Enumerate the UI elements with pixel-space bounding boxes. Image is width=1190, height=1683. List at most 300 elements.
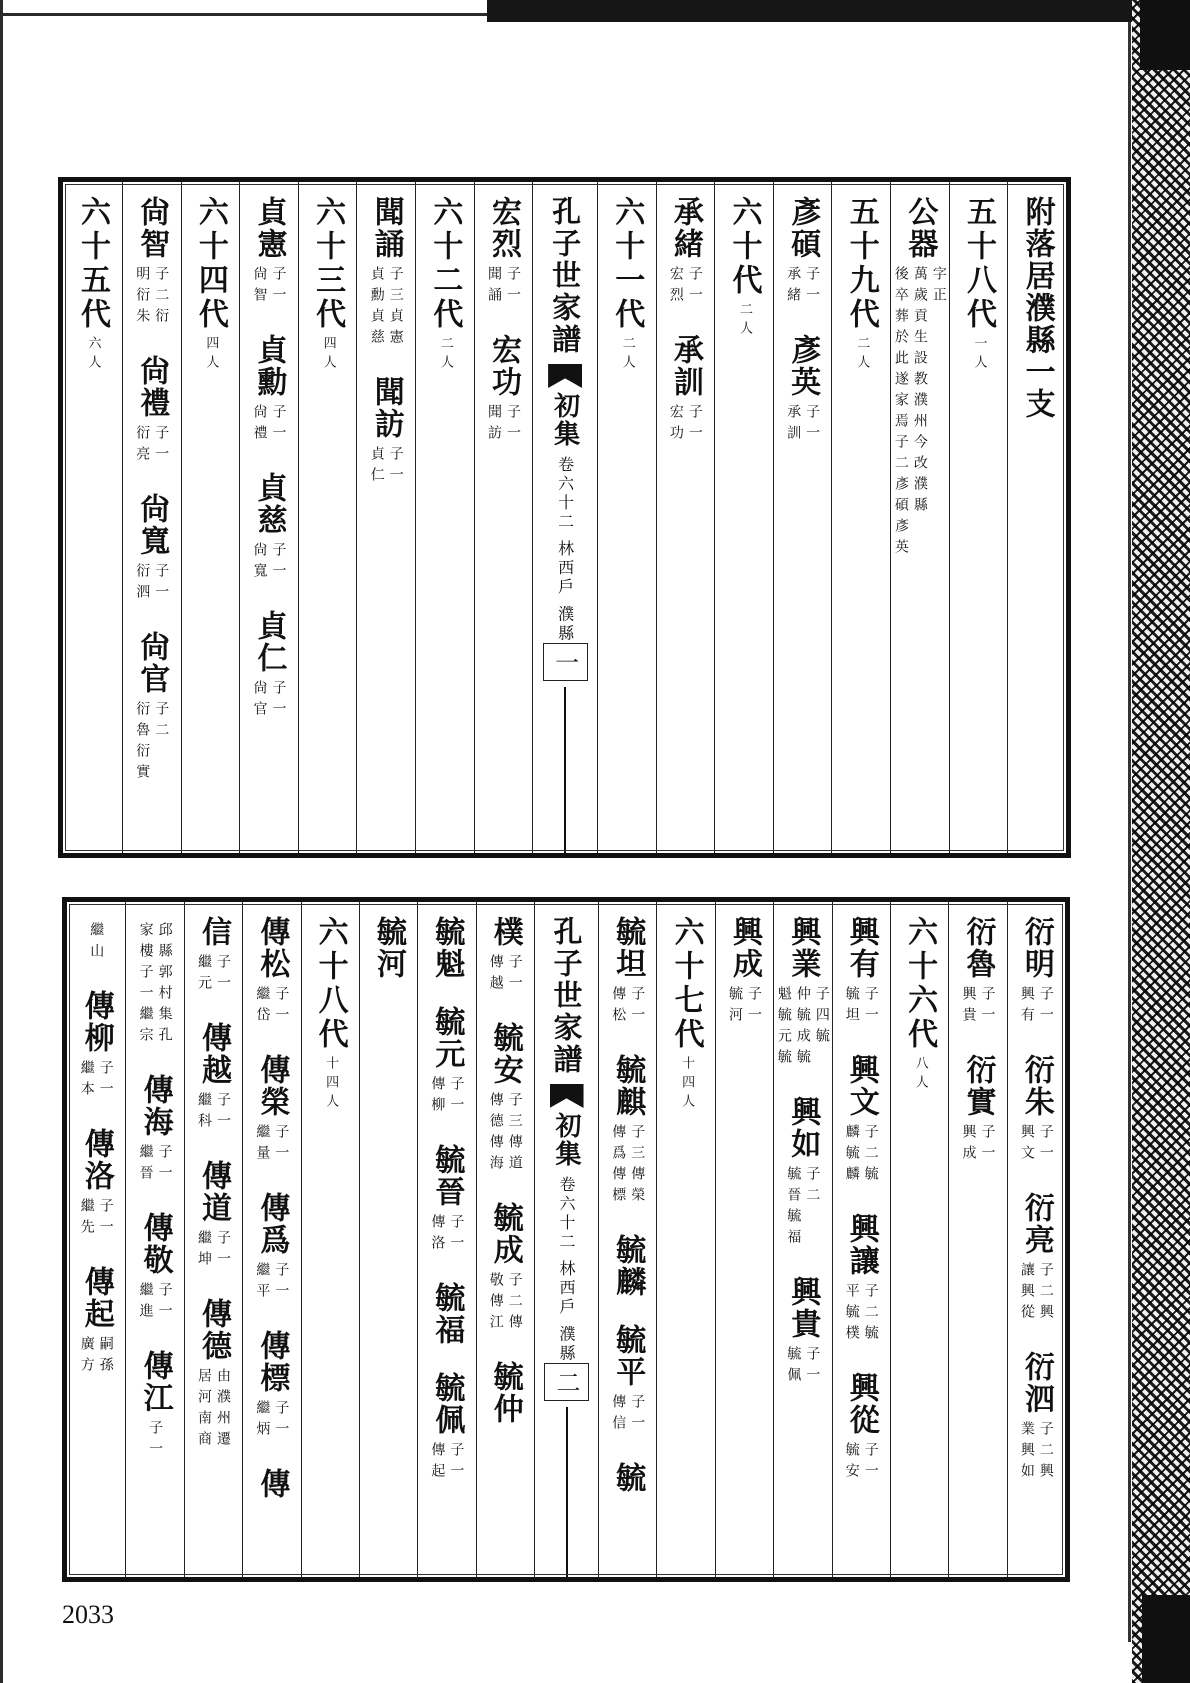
annotation-line: 傳爲傳標 (610, 1124, 627, 1208)
entry-annotation (785, 1346, 820, 1388)
annotation-line: 業興如 (1018, 1421, 1035, 1484)
entry-annotation (610, 1124, 645, 1208)
generation-label: 六十六代 (902, 916, 938, 1052)
generation-label: 六十三代 (310, 196, 346, 332)
annotation-line: 子一 (448, 1442, 465, 1484)
column-center (532, 182, 597, 853)
annotation-line: 明衍朱 (134, 266, 151, 329)
column-entries (1007, 902, 1065, 1577)
entry-annotation (610, 986, 645, 1028)
annotation-line: 毓河 (727, 986, 744, 1028)
entry-annotation (134, 266, 169, 329)
annotation-line: 子一 (97, 1198, 114, 1240)
person-name: 貞勳 (251, 334, 287, 398)
entry-annotation (960, 1124, 995, 1166)
annotation-line: 子一 (979, 986, 996, 1028)
person-name: 興從 (843, 1372, 879, 1436)
annotation-line: 繼晉 (137, 1144, 154, 1186)
genealogy-entry (430, 1282, 463, 1346)
annotation-line: 貞勳貞慈 (368, 266, 385, 350)
entry-annotation (254, 986, 289, 1028)
person-name: 傳越 (195, 1022, 231, 1086)
person-name: 毓平 (610, 1324, 646, 1388)
column-stack (194, 182, 227, 853)
generation-label: 六十八代 (312, 916, 348, 1052)
annotation-line: 貞仁 (368, 446, 385, 488)
annotation-line: 平毓樸 (843, 1283, 860, 1346)
column-stack (1021, 182, 1054, 853)
person-name: 尙官 (134, 631, 170, 695)
genealogy-entry (138, 1074, 173, 1186)
genealogy-entry (254, 916, 289, 1028)
person-name: 貞仁 (251, 610, 287, 674)
entry-annotation (488, 1272, 523, 1335)
entry-annotation (429, 1442, 464, 1484)
entry-annotation (429, 1214, 464, 1256)
entry-annotation (1019, 1124, 1054, 1166)
annotation-line: 子一 (686, 266, 703, 308)
person-name: 衍明 (1018, 916, 1054, 980)
genealogy-entry (1019, 916, 1054, 1028)
genealogy-entry (196, 1022, 231, 1134)
person-name: 傳標 (254, 1330, 290, 1394)
annotation-line: 繼元 (195, 954, 212, 996)
annotation-line: 繼山 (88, 922, 105, 964)
person-name: 衍魯 (960, 916, 996, 980)
column-entries (832, 902, 890, 1577)
generation-count: 十四人 (679, 1056, 695, 1113)
generation-count: 十四人 (323, 1056, 339, 1113)
person-name: 興貴 (785, 1276, 821, 1340)
upper-genealogy-panel (58, 177, 1071, 858)
genealogy-entry (610, 1324, 645, 1436)
person-name: 宏烈 (486, 196, 522, 260)
annotation-line: 居河南商 (195, 1368, 212, 1452)
entry-annotation (369, 266, 404, 350)
column-entries (474, 182, 533, 853)
entry-annotation (1019, 986, 1054, 1028)
annotation-line: 家樓子一繼宗 (137, 922, 154, 1048)
genealogy-entry (134, 355, 169, 467)
entry-annotation (844, 1124, 879, 1187)
entry-annotation (196, 1092, 231, 1134)
leaf-number: 一 (550, 650, 579, 675)
person-name: 傳江 (137, 1350, 173, 1414)
person-name: 傳德 (195, 1298, 231, 1362)
annotation-line: 繼本 (78, 1060, 95, 1102)
person-name: 宏功 (486, 334, 522, 398)
annotation-line: 子三傳榮 (629, 1124, 646, 1208)
column-entries (67, 902, 125, 1577)
entry-annotation (88, 922, 104, 964)
annotation-line: 子一 (505, 266, 522, 308)
annotation-line: 子一 (1037, 1124, 1054, 1166)
column-stack (670, 902, 703, 1577)
annotation-line: 子一 (156, 1282, 173, 1324)
volume-label: 卷六十二 林西戶 濮縣 (557, 1176, 577, 1364)
column-stack (845, 182, 878, 853)
entry-annotation (1019, 1421, 1054, 1484)
person-name: 聞訪 (368, 376, 404, 440)
column-stack (668, 182, 703, 853)
entry-annotation (254, 1262, 289, 1304)
genealogy-entry (776, 916, 830, 1070)
annotation-line: 子一 (214, 1230, 231, 1272)
genealogy-entry (251, 196, 286, 308)
annotation-line: 子三傳道 (506, 1092, 523, 1176)
entry-annotation (668, 404, 703, 446)
annotation-line: 子一 (273, 1400, 290, 1442)
annotation-line: 嗣孫 (97, 1336, 114, 1378)
annotation-line: 興有 (1018, 986, 1035, 1028)
annotation-line: 傳松 (610, 986, 627, 1028)
column-stack (962, 182, 995, 853)
annotation-line: 傳起 (429, 1442, 446, 1484)
column-stack (488, 902, 523, 1577)
entry-annotation (196, 954, 231, 996)
column-generation (949, 182, 1008, 853)
person-name: 公器 (902, 196, 938, 260)
genealogy-entry (960, 916, 995, 1028)
annotation-line: 子一 (273, 1124, 290, 1166)
annotation-line: 子一 (97, 1060, 114, 1102)
entry-annotation (486, 404, 521, 446)
entry-annotation (79, 1336, 114, 1378)
column-stack (486, 182, 521, 853)
volume-label: 卷六十二 林西戶 濮縣 (555, 456, 575, 644)
column-stack (727, 182, 760, 853)
column-entries (417, 902, 475, 1577)
page-number: 2033 (62, 1600, 114, 1629)
genealogy-entry (611, 1462, 644, 1494)
section-heading: 附落居濮縣一支 (1019, 196, 1055, 420)
column-generation (298, 182, 357, 853)
collection-label: 初集 (551, 1112, 582, 1168)
generation-label: 五十八代 (961, 196, 997, 332)
annotation-line: 子一 (153, 425, 170, 467)
annotation-line: 繼進 (137, 1282, 154, 1324)
annotation-line: 子四毓 (813, 986, 830, 1049)
person-name: 尙寬 (134, 493, 170, 557)
genealogy-entry (196, 1298, 231, 1452)
annotation-line: 衍魯衍實 (134, 701, 151, 785)
person-name: 衍亮 (1018, 1192, 1054, 1256)
person-name: 興業 (785, 916, 821, 980)
genealogy-entry (486, 334, 521, 446)
entry-annotation (196, 1230, 231, 1272)
center-rule (566, 1407, 568, 1577)
entry-annotation (147, 1420, 163, 1462)
entry-annotation (134, 563, 169, 605)
annotation-line: 繼科 (195, 1092, 212, 1134)
genealogy-entry (254, 1054, 289, 1166)
annotation-line: 子一 (862, 986, 879, 1028)
person-name: 尙智 (134, 196, 170, 260)
entry-annotation (138, 1282, 173, 1324)
annotation-line: 子一 (804, 266, 821, 308)
genealogy-entry (785, 334, 820, 446)
column-stack (960, 902, 995, 1577)
genealogy-entry (893, 196, 947, 560)
leaf-box (544, 1363, 589, 1401)
annotation-line: 子一 (270, 680, 287, 722)
annotation-line: 繼量 (254, 1124, 271, 1166)
scan-top-bar (487, 0, 1137, 22)
entry-annotation (134, 701, 169, 785)
genealogy-entry (134, 196, 169, 329)
genealogy-entry (668, 334, 703, 446)
genealogy-entry (429, 1006, 464, 1118)
person-name: 毓元 (429, 1006, 465, 1070)
person-name: 傳柳 (78, 990, 114, 1054)
entry-annotation (785, 404, 820, 446)
genealogy-entry (429, 1372, 464, 1484)
column-stack (429, 902, 464, 1577)
annotation-line: 毓安 (843, 1442, 860, 1484)
scan-left-edge (0, 0, 3, 1683)
column-stack (79, 902, 114, 1577)
genealogy-entry (134, 493, 169, 605)
genealogy-entry (79, 990, 114, 1102)
book-title: 孔子世家譜 (548, 196, 583, 356)
person-name: 毓 (610, 1462, 646, 1494)
column-generation (63, 182, 122, 853)
genealogy-entry (488, 1202, 523, 1335)
annotation-line: 子一 (629, 1394, 646, 1436)
genealogy-entry (489, 1361, 522, 1425)
column-generation (415, 182, 474, 853)
annotation-line: 子一 (862, 1442, 879, 1484)
entry-annotation (727, 986, 762, 1028)
column-entries (715, 902, 773, 1577)
annotation-line: 傳洛 (429, 1214, 446, 1256)
generation-count: 一人 (971, 336, 987, 374)
annotation-line: 子一 (448, 1076, 465, 1118)
person-name: 傳 (254, 1468, 290, 1500)
annotation-line: 敬傳江 (487, 1272, 504, 1335)
person-name: 毓福 (429, 1282, 465, 1346)
genealogy-entry (785, 1276, 820, 1388)
column-stack (776, 902, 830, 1577)
generation-count: 二人 (619, 336, 635, 374)
annotation-line: 子一 (506, 954, 523, 996)
entry-annotation (79, 1060, 114, 1102)
genealogy-entry (611, 1234, 644, 1298)
person-name: 毓坦 (610, 916, 646, 980)
genealogy-entry (134, 631, 169, 785)
annotation-line: 衍泗 (134, 563, 151, 605)
annotation-line: 萬歲貢生設教濮州今改濮縣 (911, 266, 928, 518)
generation-count: 二人 (437, 336, 453, 374)
column-generation (181, 182, 240, 853)
column-entries (890, 182, 949, 853)
annotation-line: 仲毓成毓 (794, 986, 811, 1070)
person-name: 毓仲 (487, 1361, 523, 1425)
entry-annotation (251, 266, 286, 308)
genealogy-entry (429, 1144, 464, 1256)
generation-label: 六十七代 (668, 916, 704, 1052)
column-stack (1019, 902, 1054, 1577)
person-name: 興文 (843, 1054, 879, 1118)
binding-dark-bottom (1142, 1595, 1190, 1683)
annotation-line: 魁毓元毓 (775, 986, 792, 1070)
generation-label: 六十二代 (427, 196, 463, 332)
person-name: 彥英 (785, 334, 821, 398)
entry-annotation (668, 266, 703, 308)
entry-annotation (369, 446, 404, 488)
annotation-line: 宏烈 (667, 266, 684, 308)
annotation-line: 毓佩 (785, 1346, 802, 1388)
column-entries (122, 182, 181, 853)
person-name: 傳洛 (78, 1128, 114, 1192)
annotation-line: 子一 (273, 986, 290, 1028)
column-generation (714, 182, 773, 853)
annotation-line: 子二 (153, 701, 170, 743)
generation-label: 六十代 (726, 196, 762, 298)
generation-count: 四人 (320, 336, 336, 374)
annotation-line: 興貴 (960, 986, 977, 1028)
leaf-number: 二 (552, 1370, 581, 1395)
annotation-line: 子一 (1037, 986, 1054, 1028)
genealogy-entry (254, 1330, 289, 1442)
column-stack (844, 902, 879, 1577)
person-name: 貞憲 (251, 196, 287, 260)
genealogy-entry (785, 1096, 820, 1250)
column-stack (76, 182, 109, 853)
annotation-line: 繼炳 (254, 1400, 271, 1442)
genealogy-entry (960, 1054, 995, 1166)
person-name: 貞慈 (251, 472, 287, 536)
scan-top-edge (0, 13, 490, 16)
annotation-line: 子一 (505, 404, 522, 446)
page-binding-edge (1128, 22, 1131, 1642)
annotation-line: 傳柳 (429, 1076, 446, 1118)
person-name: 毓佩 (429, 1372, 465, 1436)
person-name: 樸 (487, 916, 523, 948)
annotation-line: 繼岱 (254, 986, 271, 1028)
column-stack (610, 182, 643, 853)
person-name: 傳海 (137, 1074, 173, 1138)
entry-annotation (429, 1076, 464, 1118)
column-stack (785, 182, 820, 853)
generation-count: 二人 (854, 336, 870, 374)
genealogy-entry (196, 916, 231, 996)
person-name: 彥碩 (785, 196, 821, 260)
annotation-line: 子二興 (1037, 1421, 1054, 1484)
genealogy-entry (844, 1054, 879, 1187)
annotation-line: 邱縣郭村集孔 (156, 922, 173, 1048)
genealogy-entry (1019, 1192, 1054, 1325)
genealogy-entry (372, 916, 405, 980)
entry-annotation (254, 1124, 289, 1166)
annotation-line: 子一 (686, 404, 703, 446)
person-name: 毓安 (487, 1022, 523, 1086)
column-stack (251, 182, 286, 853)
column-stack (428, 182, 461, 853)
column-entries (476, 902, 534, 1577)
annotation-line: 尙智 (251, 266, 268, 308)
column-stack (372, 902, 405, 1577)
entry-annotation (844, 1283, 879, 1346)
genealogy-entry (196, 1160, 231, 1272)
annotation-line: 子一 (270, 266, 287, 308)
genealogy-entry (1019, 1351, 1054, 1484)
entry-annotation (785, 266, 820, 308)
entry-annotation (138, 922, 173, 1048)
annotation-line: 子一 (387, 446, 404, 488)
entry-annotation (844, 1442, 879, 1484)
genealogy-entry (844, 1213, 879, 1346)
person-name: 傳敬 (137, 1212, 173, 1276)
entry-annotation (785, 1166, 820, 1250)
generation-label: 五十九代 (843, 196, 879, 332)
genealogy-entry (785, 196, 820, 308)
collection-label: 初集 (549, 392, 580, 448)
column-stack (610, 902, 645, 1577)
entry-annotation (893, 266, 947, 560)
genealogy-entry (486, 196, 521, 308)
annotation-line: 後卒葬於此遂家焉子二彥碩彥英 (892, 266, 909, 560)
genealogy-entry (1019, 1054, 1054, 1166)
genealogy-entry (255, 1468, 288, 1500)
binding-cloth-strip (1132, 0, 1190, 1683)
annotation-line: 興文 (1018, 1124, 1035, 1166)
person-name: 傳起 (78, 1266, 114, 1330)
binding-dark-top (1140, 0, 1190, 70)
column-entries (125, 902, 183, 1577)
person-name: 尙禮 (134, 355, 170, 419)
annotation-line: 子一 (270, 542, 287, 584)
column-center (534, 902, 598, 1577)
genealogy-entry (251, 472, 286, 584)
annotation-line: 字正 (930, 266, 947, 308)
column-entries (773, 182, 832, 853)
genealogy-entry (79, 1266, 114, 1378)
annotation-line: 讓興從 (1018, 1262, 1035, 1325)
column-generation (656, 902, 714, 1577)
annotation-line: 子二傳 (506, 1272, 523, 1335)
person-name: 承緒 (667, 196, 703, 260)
lower-genealogy-panel (62, 897, 1070, 1582)
annotation-line: 子一 (629, 986, 646, 1028)
annotation-line: 子一 (804, 404, 821, 446)
column-stack (254, 902, 289, 1577)
genealogy-entry (727, 916, 762, 1028)
person-name: 毓成 (487, 1202, 523, 1266)
person-name: 衍朱 (1018, 1054, 1054, 1118)
person-name: 傳松 (254, 916, 290, 980)
entry-annotation (196, 1368, 231, 1452)
person-name: 承訓 (667, 334, 703, 398)
generation-count: 四人 (203, 336, 219, 374)
annotation-line: 傳越 (487, 954, 504, 996)
column-entries (598, 902, 656, 1577)
column-generation (831, 182, 890, 853)
column-stack (369, 182, 404, 853)
entry-annotation (486, 266, 521, 308)
genealogy-entry (668, 196, 703, 308)
column-stack (727, 902, 762, 1577)
annotation-line: 傳信 (610, 1394, 627, 1436)
person-name: 衍實 (960, 1054, 996, 1118)
annotation-line: 尙寬 (251, 542, 268, 584)
column-entries (242, 902, 300, 1577)
entry-annotation (1019, 1262, 1054, 1325)
generation-count: 八人 (912, 1056, 928, 1094)
column-generation (597, 182, 656, 853)
person-name: 興有 (843, 916, 879, 980)
entry-annotation (960, 986, 995, 1028)
